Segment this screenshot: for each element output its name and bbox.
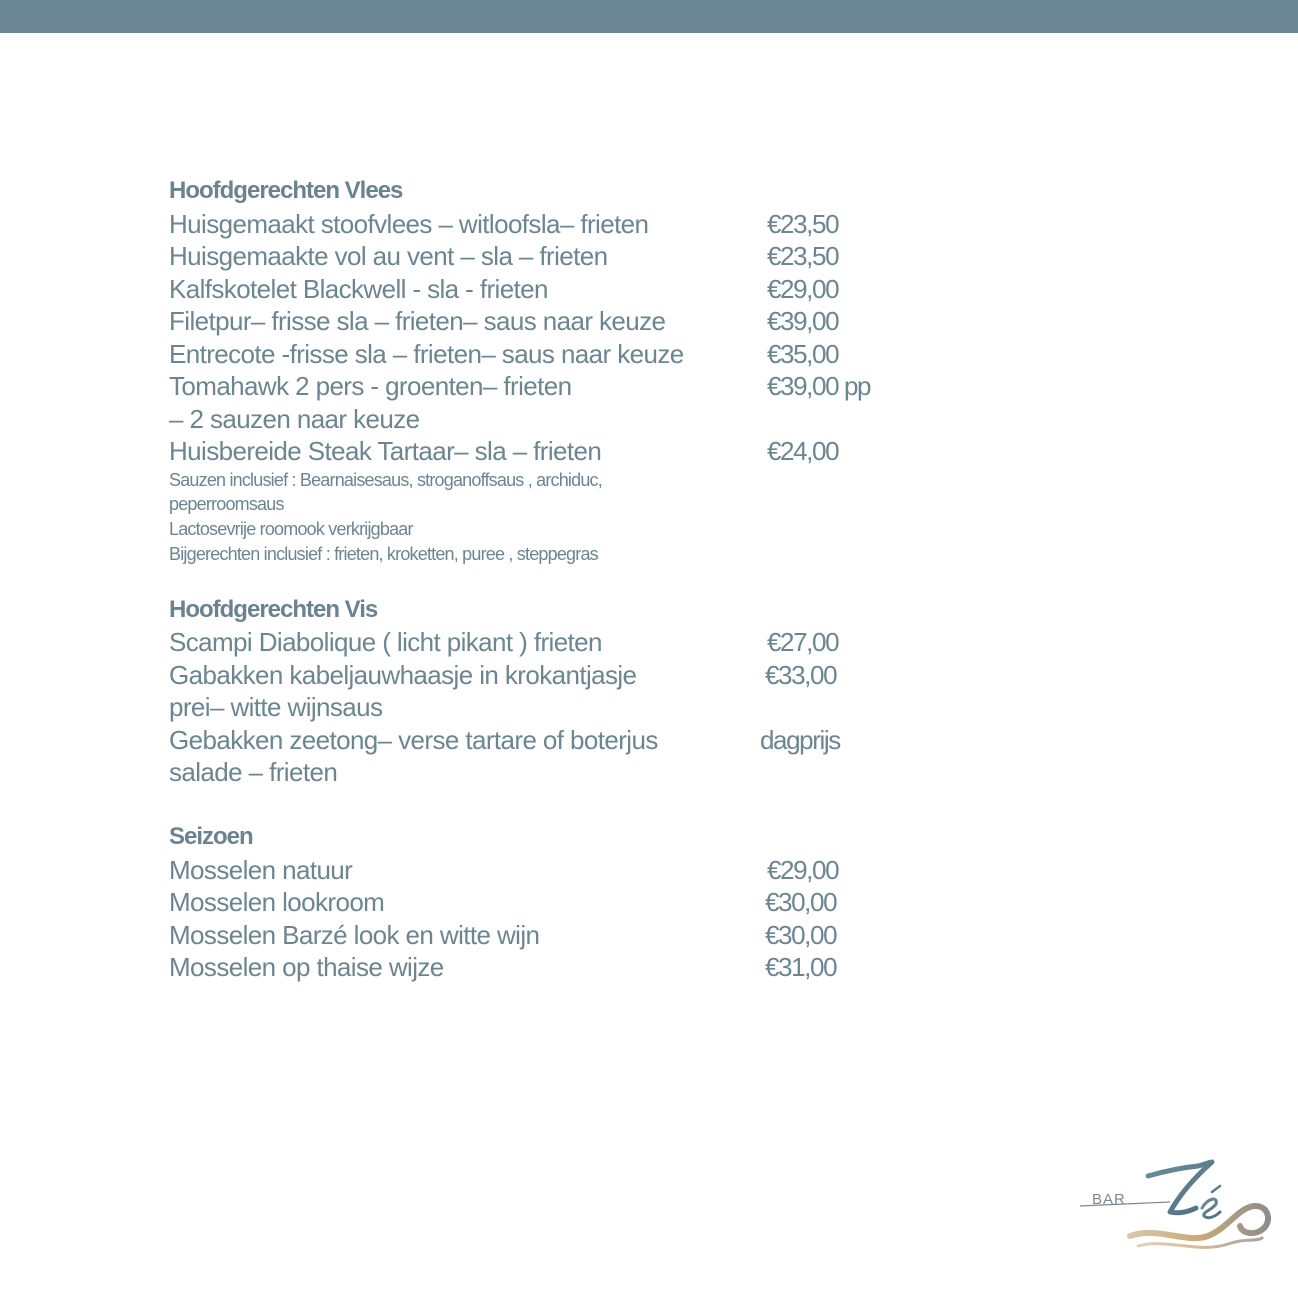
menu-item-kalfskotelet: Kalfskotelet Blackwell - sla - frieten bbox=[169, 274, 548, 304]
price-mosselen-lookroom: €30,00 bbox=[765, 887, 837, 917]
menu-item-kabeljauw: Gabakken kabeljauwhaasje in krokantjasje bbox=[169, 660, 637, 690]
menu-item-entrecote: Entrecote -frisse sla – frieten– saus naar keuze bbox=[169, 339, 684, 369]
menu-item-steak-tartaar: Huisbereide Steak Tartaar– sla – frieten bbox=[169, 436, 602, 466]
price-scampi: €27,00 bbox=[767, 627, 839, 657]
note-lactosevrij: Lactosevrije roomook verkrijgbaar bbox=[169, 519, 413, 539]
section-title-vis: Hoofdgerechten Vis bbox=[169, 596, 378, 623]
menu-item-zeetong-line2: salade – frieten bbox=[169, 757, 338, 787]
price-mosselen-natuur: €29,00 bbox=[767, 855, 839, 885]
price-tomahawk: €39,00 pp bbox=[767, 371, 871, 401]
menu-item-mosselen-lookroom: Mosselen lookroom bbox=[169, 887, 385, 917]
menu-item-stoofvlees: Huisgemaakt stoofvlees – witloofsla– frieten bbox=[169, 209, 649, 239]
barze-logo-mark bbox=[1078, 1158, 1274, 1258]
section-title-seizoen: Seizoen bbox=[169, 823, 253, 850]
menu-item-scampi: Scampi Diabolique ( licht pikant ) frieten bbox=[169, 627, 602, 657]
price-entrecote: €35,00 bbox=[767, 339, 839, 369]
menu-item-mosselen-natuur: Mosselen natuur bbox=[169, 855, 353, 885]
menu-item-mosselen-thais: Mosselen op thaise wijze bbox=[169, 952, 444, 982]
menu-item-zeetong: Gebakken zeetong– verse tartare of boterjus bbox=[169, 725, 658, 755]
menu-item-mosselen-barze: Mosselen Barzé look en witte wijn bbox=[169, 920, 540, 950]
price-mosselen-barze: €30,00 bbox=[765, 920, 837, 950]
note-bijgerechten: Bijgerechten inclusief : frieten, kroketten, puree , steppegras bbox=[169, 544, 598, 564]
menu-item-vol-au-vent: Huisgemaakte vol au vent – sla – frieten bbox=[169, 241, 608, 271]
barze-logo bbox=[1078, 1158, 1274, 1258]
menu-item-tomahawk-line2: – 2 sauzen naar keuze bbox=[169, 404, 420, 434]
price-mosselen-thais: €31,00 bbox=[765, 952, 837, 982]
menu-item-filetpur: Filetpur– frisse sla – frieten– saus naar keuze bbox=[169, 306, 666, 336]
price-kabeljauw: €33,00 bbox=[765, 660, 837, 690]
section-title-vlees: Hoofdgerechten Vlees bbox=[169, 177, 403, 204]
note-sauzen-line2: peperroomsaus bbox=[169, 494, 284, 514]
header-bar bbox=[0, 0, 1298, 33]
price-stoofvlees: €23,50 bbox=[767, 209, 839, 239]
price-zeetong: dagprijs bbox=[760, 725, 840, 755]
price-steak-tartaar: €24,00 bbox=[767, 436, 839, 466]
logo-bar-text: BAR bbox=[1092, 1191, 1126, 1208]
note-sauzen: Sauzen inclusief : Bearnaisesaus, stroganoffsaus , archiduc, bbox=[169, 470, 602, 490]
price-vol-au-vent: €23,50 bbox=[767, 241, 839, 271]
price-filetpur: €39,00 bbox=[767, 306, 839, 336]
price-kalfskotelet: €29,00 bbox=[767, 274, 839, 304]
menu-item-tomahawk: Tomahawk 2 pers - groenten– frieten bbox=[169, 371, 572, 401]
menu-item-kabeljauw-line2: prei– witte wijnsaus bbox=[169, 692, 383, 722]
